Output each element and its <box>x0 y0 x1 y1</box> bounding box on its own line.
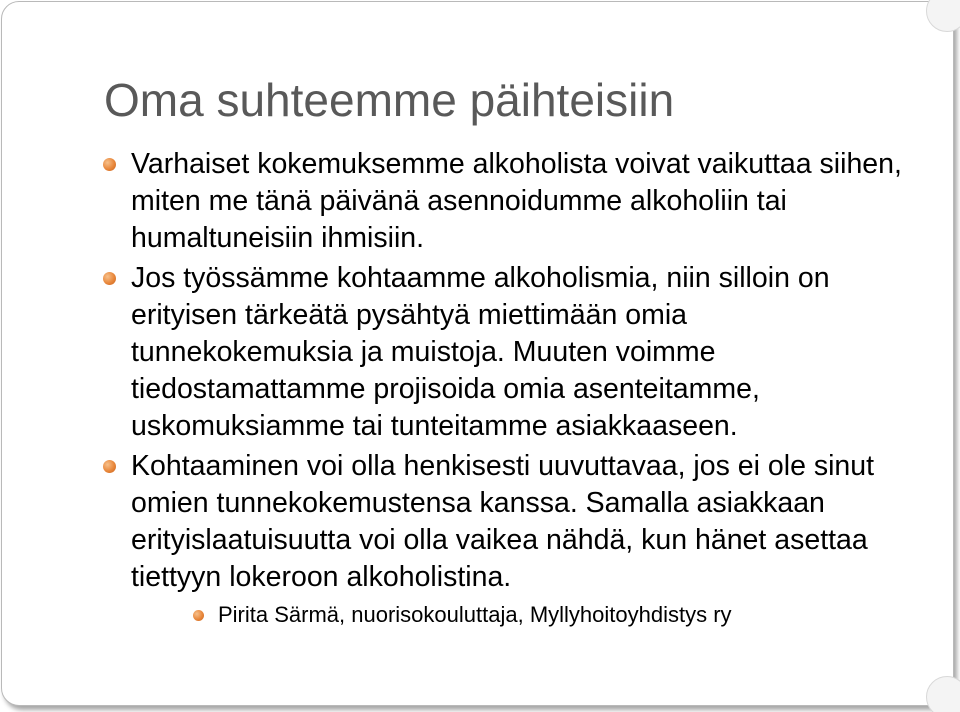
bullet-text-1: Varhaiset kokemuksemme alkoholista voivat vaikuttaa siihen, miten me tänä päivänä asennoidumme alkoholiin tai humaltuneisiin ihmisiin. <box>131 148 902 254</box>
bullet-item-1 <box>0 146 911 257</box>
orange-dot-icon <box>103 158 116 171</box>
slide-title: Oma suhteemme päihteisiin <box>104 74 675 126</box>
corner-decoration-bottom-right <box>926 676 960 712</box>
sub-bullet-item <box>0 600 960 630</box>
orange-dot-icon <box>103 460 116 473</box>
orange-dot-icon <box>103 272 116 285</box>
bullet-text-3: Kohtaaminen voi olla henkisesti uuvuttavaa, jos ei ole sinut omien tunnekokemustensa kanssa. Samalla asiakkaan erityislaatuisuutta voi olla vaikea nähdä, kun hänet asettaa tiettyyn lokeroon alkoholistina. <box>131 450 875 593</box>
bullet-list <box>0 146 960 630</box>
sub-bullet-text: Pirita Särmä, nuorisokouluttaja, Myllyhoitoyhdistys ry <box>218 602 732 627</box>
bullet-text-2: Jos työssämme kohtaamme alkoholismia, niin silloin on erityisen tärkeätä pysähtyä miettimään omia tunnekokemuksia ja muistoja. Muuten voimme tiedostamattamme projisoida omia asenteitamme, uskomuksiamme tai tunteitamme asiakkaaseen. <box>131 262 830 442</box>
orange-dot-icon <box>193 610 204 621</box>
bullet-item-3 <box>0 448 911 596</box>
bullet-item-2 <box>0 260 911 445</box>
